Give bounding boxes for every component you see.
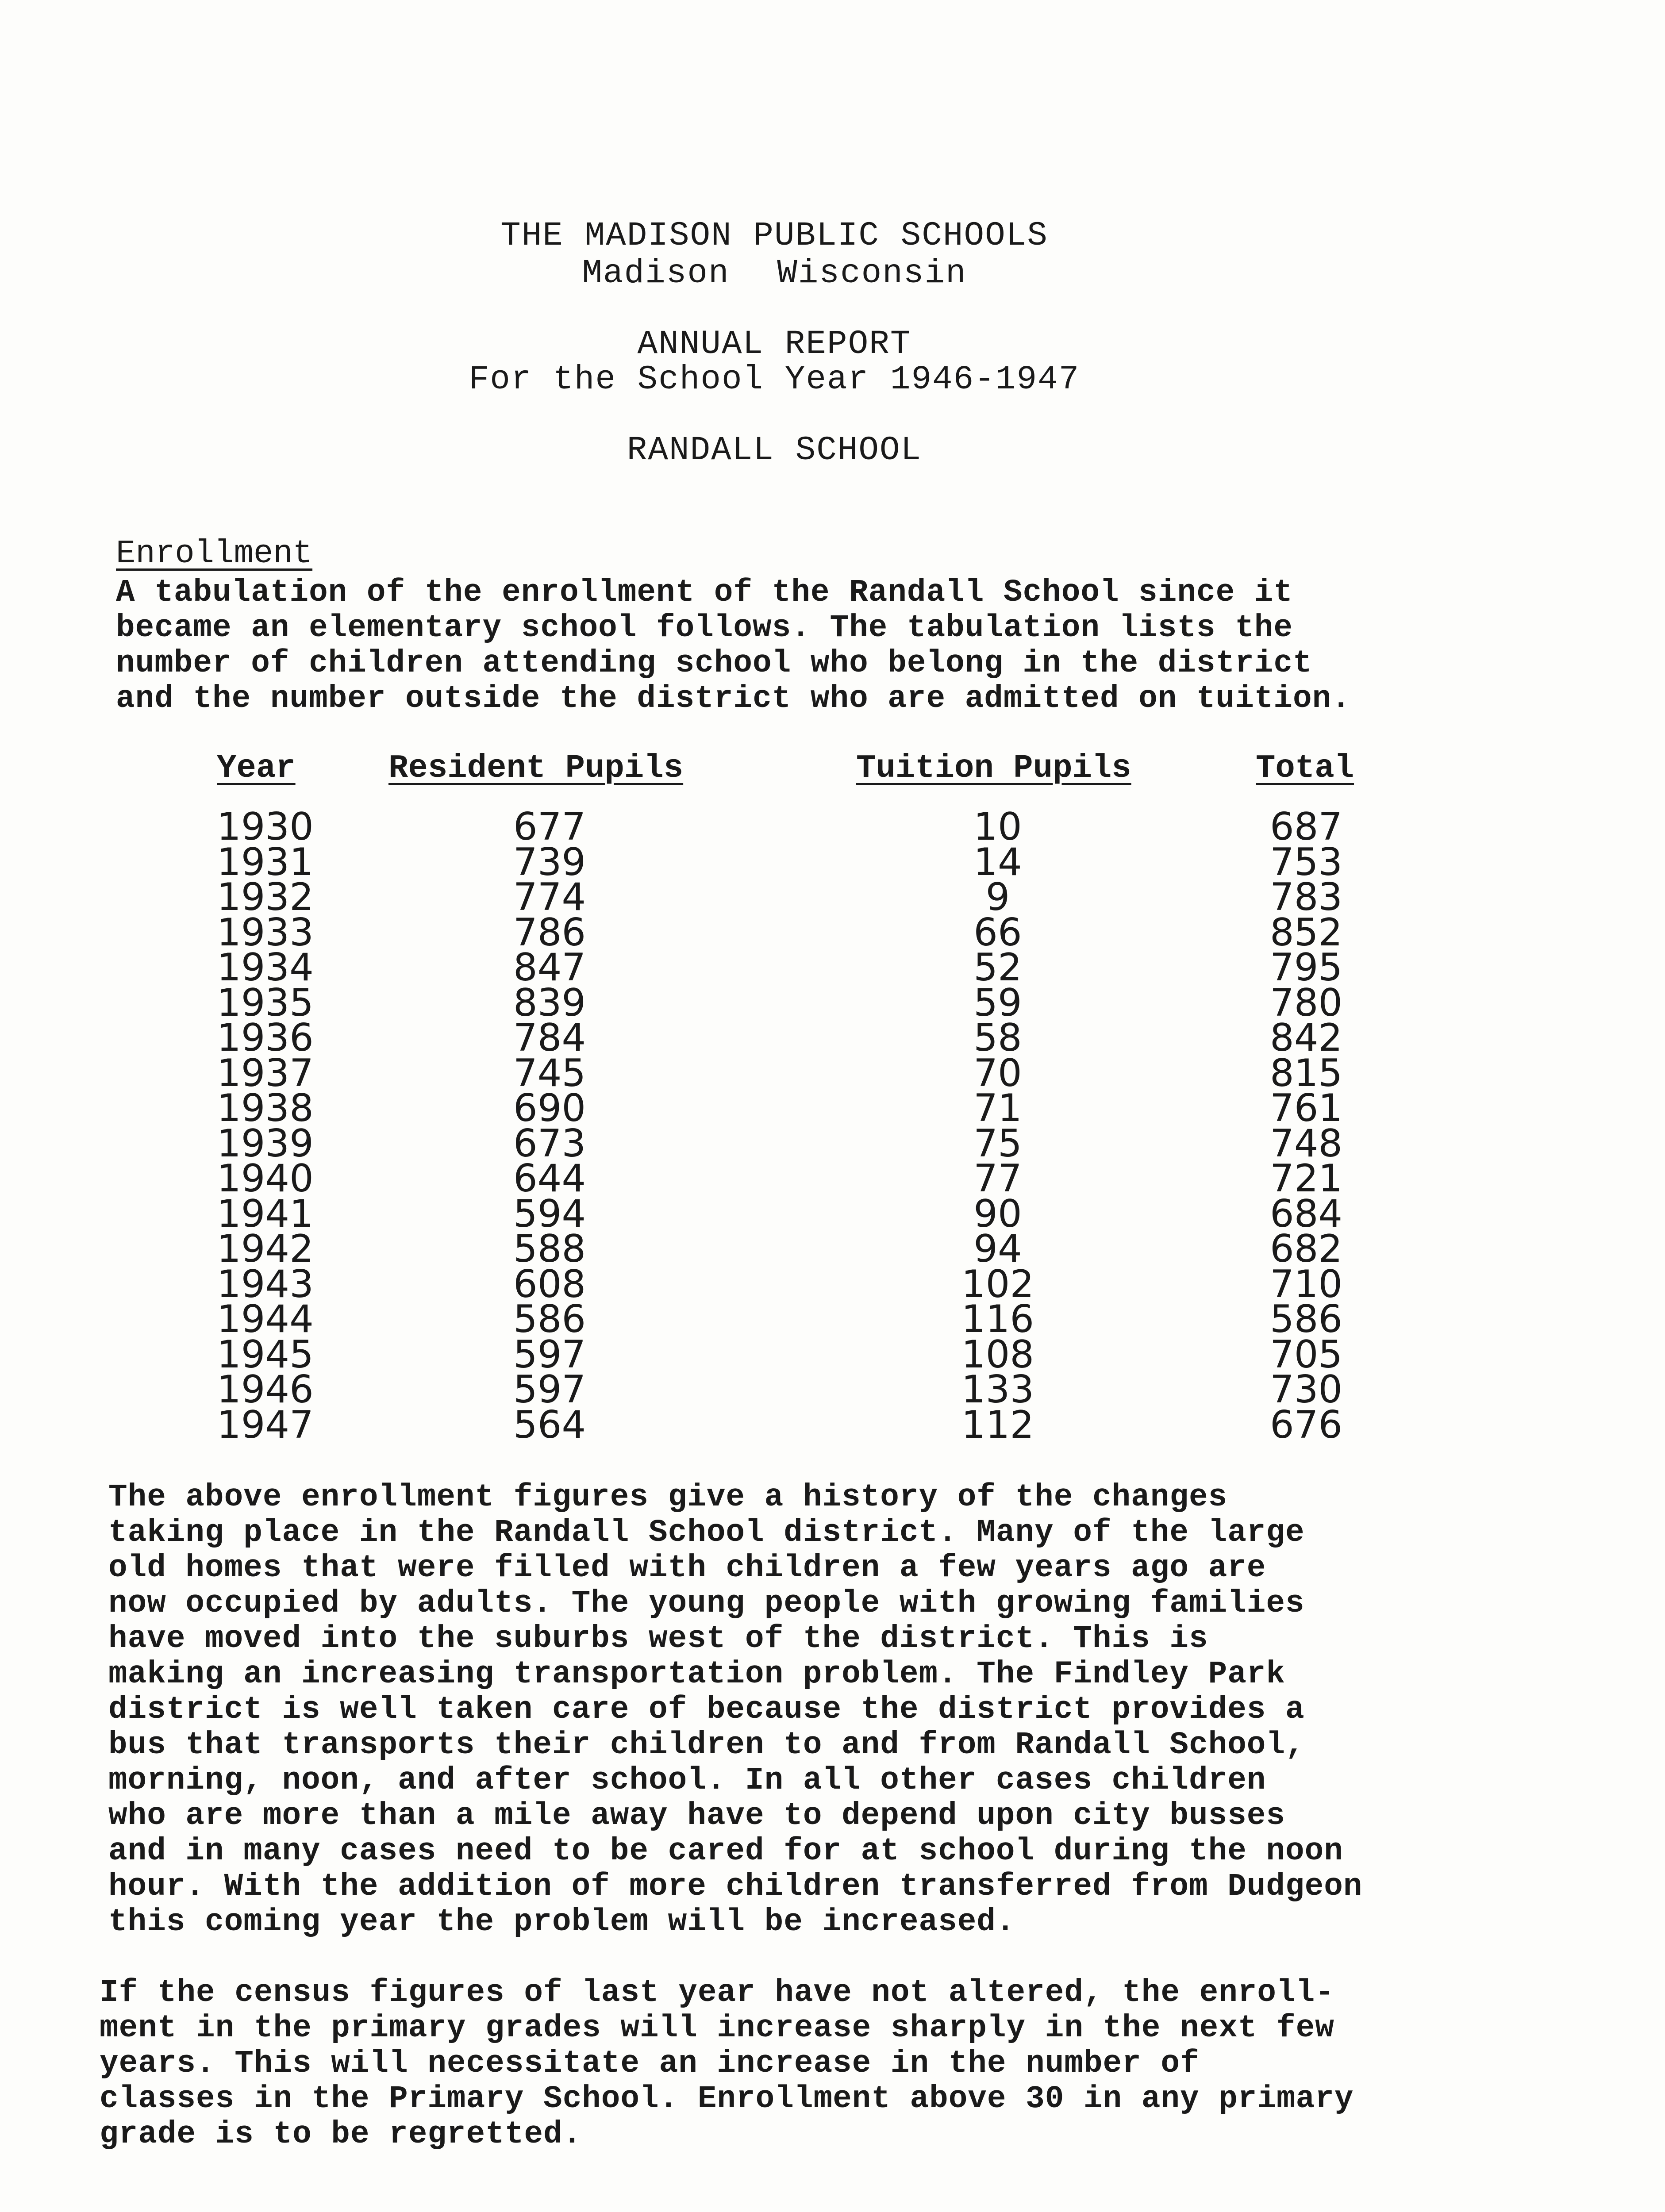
intro-line: number of children attending school who belong in the district (116, 646, 1312, 681)
cell-tuition: 66 (973, 910, 1022, 955)
cell-resident: 847 (513, 945, 586, 990)
cell-total: 687 (1270, 805, 1343, 849)
table-row (0, 875, 1549, 919)
table-row (0, 1297, 1549, 1341)
cell-year: 1945 (217, 1332, 314, 1377)
cell-year: 1931 (217, 840, 314, 884)
cell-year: 1932 (217, 875, 314, 919)
column-header-year: Year (217, 750, 296, 787)
cell-resident: 774 (513, 875, 586, 919)
paragraph-line: ment in the primary grades will increase sharply in the next few (100, 2011, 1334, 2046)
column-header-tuition-pupils: Tuition Pupils (856, 750, 1131, 787)
table-row (0, 1016, 1549, 1060)
paragraph-line: district is well taken care of because the district provides a (108, 1692, 1305, 1728)
paragraph-line: grade is to be regretted. (100, 2117, 582, 2152)
cell-tuition: 112 (961, 1402, 1034, 1447)
cell-tuition: 10 (973, 805, 1022, 849)
table-row (0, 1402, 1549, 1447)
cell-total: 815 (1270, 1051, 1343, 1095)
cell-year: 1943 (217, 1262, 314, 1306)
cell-total: 721 (1270, 1156, 1343, 1201)
cell-resident: 597 (513, 1367, 586, 1412)
location-line: Madison Wisconsin (582, 254, 967, 292)
table-row (0, 805, 1549, 849)
paragraph-line: making an increasing transportation problem. The Findley Park (108, 1657, 1286, 1692)
history-paragraph (108, 1480, 1362, 1940)
school-name: RANDALL SCHOOL (627, 431, 922, 469)
paragraph-line: who are more than a mile away have to depend upon city busses (108, 1798, 1286, 1834)
cell-total: 684 (1270, 1191, 1343, 1236)
cell-resident: 597 (513, 1332, 586, 1377)
cell-year: 1939 (217, 1121, 314, 1166)
paragraph-line: classes in the Primary School. Enrollment above 30 in any primary (100, 2081, 1354, 2117)
cell-year: 1937 (217, 1051, 314, 1095)
cell-total: 730 (1270, 1367, 1343, 1412)
cell-year: 1946 (217, 1367, 314, 1412)
cell-tuition: 14 (973, 840, 1022, 884)
cell-tuition: 58 (973, 1016, 1022, 1060)
cell-resident: 745 (513, 1051, 586, 1095)
cell-total: 783 (1270, 875, 1343, 919)
enrollment-heading: Enrollment (116, 535, 313, 572)
census-paragraph (100, 1975, 1354, 2152)
paragraph-line: now occupied by adults. The young people with growing families (108, 1586, 1305, 1621)
cell-tuition: 52 (973, 945, 1022, 990)
cell-total: 780 (1270, 980, 1343, 1025)
paragraph-line: If the census figures of last year have not altered, the enroll- (100, 1975, 1334, 2011)
intro-line: and the number outside the district who are admitted on tuition. (116, 681, 1351, 717)
cell-year: 1938 (217, 1086, 314, 1130)
cell-year: 1940 (217, 1156, 314, 1201)
cell-year: 1941 (217, 1191, 314, 1236)
cell-year: 1944 (217, 1297, 314, 1341)
report-title: ANNUAL REPORT (637, 325, 911, 363)
cell-resident: 839 (513, 980, 586, 1025)
organization-title: THE MADISON PUBLIC SCHOOLS (500, 217, 1048, 255)
cell-total: 842 (1270, 1016, 1343, 1060)
cell-total: 748 (1270, 1121, 1343, 1166)
cell-tuition: 77 (973, 1156, 1022, 1201)
paragraph-line: bus that transports their children to and from Randall School, (108, 1728, 1305, 1763)
cell-tuition: 133 (961, 1367, 1034, 1412)
paragraph-line: old homes that were filled with children a few years ago are (108, 1551, 1266, 1586)
cell-year: 1933 (217, 910, 314, 955)
cell-total: 852 (1270, 910, 1343, 955)
cell-resident: 594 (513, 1191, 586, 1236)
cell-tuition: 75 (973, 1121, 1022, 1166)
enrollment-table-body (0, 805, 1549, 1447)
cell-resident: 673 (513, 1121, 586, 1166)
table-row (0, 1156, 1549, 1201)
table-row (0, 1086, 1549, 1130)
cell-total: 682 (1270, 1227, 1343, 1271)
cell-total: 676 (1270, 1402, 1343, 1447)
cell-year: 1930 (217, 805, 314, 849)
cell-resident: 644 (513, 1156, 586, 1201)
cell-year: 1947 (217, 1402, 314, 1447)
cell-tuition: 90 (973, 1191, 1022, 1236)
cell-resident: 608 (513, 1262, 586, 1306)
cell-resident: 784 (513, 1016, 586, 1060)
intro-line: A tabulation of the enrollment of the Randall School since it (116, 575, 1293, 611)
cell-total: 705 (1270, 1332, 1343, 1377)
cell-year: 1934 (217, 945, 314, 990)
cell-total: 753 (1270, 840, 1343, 884)
intro-paragraph (116, 575, 1351, 717)
cell-year: 1942 (217, 1227, 314, 1271)
paragraph-line: and in many cases need to be cared for at school during the noon (108, 1834, 1343, 1869)
column-header-resident-pupils: Resident Pupils (388, 750, 684, 787)
cell-resident: 588 (513, 1227, 586, 1271)
paragraph-line: hour. With the addition of more children transferred from Dudgeon (108, 1869, 1363, 1905)
paragraph-line: taking place in the Randall School district. Many of the large (108, 1515, 1305, 1551)
cell-total: 761 (1270, 1086, 1343, 1130)
cell-tuition: 9 (985, 875, 1010, 919)
table-row (0, 1227, 1549, 1271)
cell-total: 710 (1270, 1262, 1343, 1306)
cell-tuition: 71 (973, 1086, 1022, 1130)
cell-tuition: 59 (973, 980, 1022, 1025)
cell-tuition: 108 (961, 1332, 1034, 1377)
cell-tuition: 102 (961, 1262, 1034, 1306)
paragraph-line: years. This will necessitate an increase in the number of (100, 2046, 1200, 2081)
cell-resident: 677 (513, 805, 586, 849)
table-row (0, 945, 1549, 990)
paragraph-line: this coming year the problem will be increased. (108, 1905, 1015, 1940)
cell-total: 586 (1270, 1297, 1343, 1341)
cell-total: 795 (1270, 945, 1343, 990)
cell-year: 1936 (217, 1016, 314, 1060)
cell-tuition: 116 (961, 1297, 1034, 1341)
intro-line: became an elementary school follows. The tabulation lists the (116, 611, 1293, 646)
paragraph-line: have moved into the suburbs west of the district. This is (108, 1621, 1208, 1657)
paragraph-line: The above enrollment figures give a history of the changes (108, 1480, 1228, 1515)
paragraph-line: morning, noon, and after school. In all other cases children (108, 1763, 1266, 1798)
cell-resident: 586 (513, 1297, 586, 1341)
cell-resident: 690 (513, 1086, 586, 1130)
column-header-total: Total (1256, 750, 1354, 787)
cell-tuition: 70 (973, 1051, 1022, 1095)
school-year-line: For the School Year 1946-1947 (469, 361, 1080, 399)
table-row (0, 1367, 1549, 1412)
cell-tuition: 94 (973, 1227, 1022, 1271)
cell-year: 1935 (217, 980, 314, 1025)
cell-resident: 786 (513, 910, 586, 955)
cell-resident: 739 (513, 840, 586, 884)
cell-resident: 564 (513, 1402, 586, 1447)
